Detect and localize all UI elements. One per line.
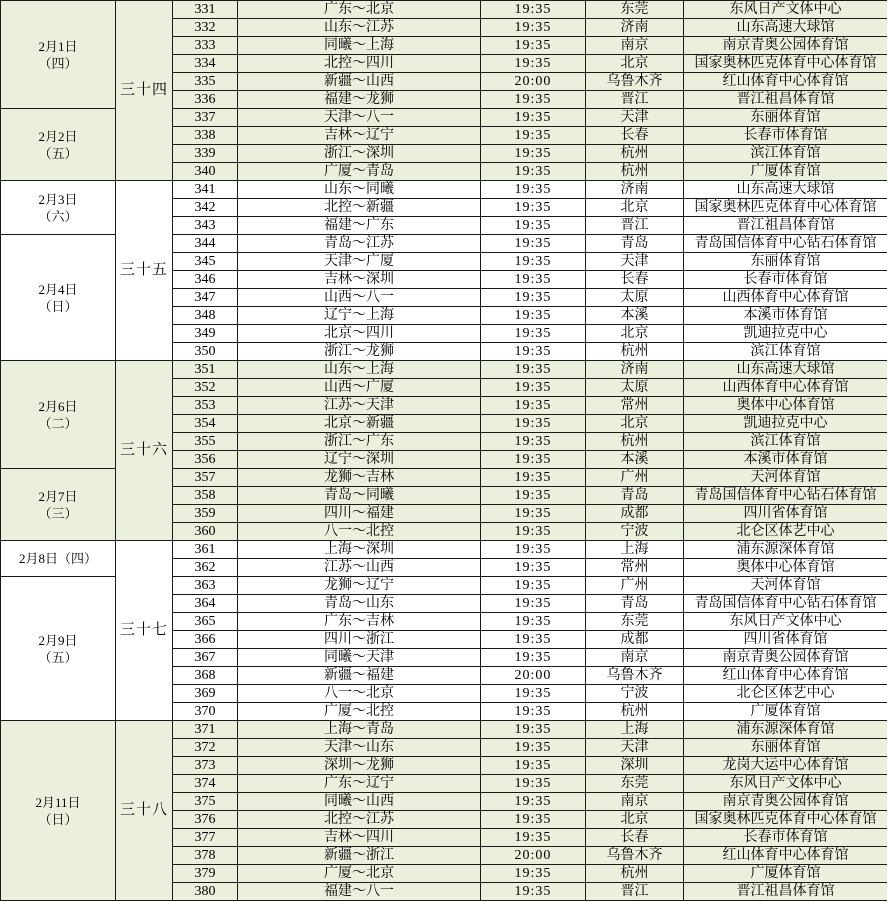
time-cell: 19:35 (481, 865, 586, 883)
match-no-cell: 368 (173, 667, 238, 685)
teams-cell: 北控～江苏 (238, 811, 481, 829)
match-no-cell: 357 (173, 469, 238, 487)
time-cell: 20:00 (481, 847, 586, 865)
date-label: 2月9日 (38, 632, 78, 648)
city-cell: 成都 (586, 505, 684, 523)
time-cell: 19:35 (481, 793, 586, 811)
date-label: 2月4日 (38, 281, 78, 297)
teams-cell: 四川～福建 (238, 505, 481, 523)
teams-cell: 深圳～龙狮 (238, 757, 481, 775)
time-cell: 19:35 (481, 199, 586, 217)
time-cell: 19:35 (481, 775, 586, 793)
venue-cell: 青岛国信体育中心钻石体育馆 (684, 595, 887, 613)
city-cell: 广州 (586, 469, 684, 487)
date-label: 2月1日 (38, 38, 78, 54)
teams-cell: 八一～北京 (238, 685, 481, 703)
match-no-cell: 346 (173, 271, 238, 289)
venue-cell: 山西体育中心体育馆 (684, 379, 887, 397)
venue-cell: 广厦体育馆 (684, 865, 887, 883)
city-cell: 青岛 (586, 487, 684, 505)
teams-cell: 吉林～深圳 (238, 271, 481, 289)
time-cell: 19:35 (481, 145, 586, 163)
teams-cell: 浙江～深圳 (238, 145, 481, 163)
time-cell: 19:35 (481, 685, 586, 703)
city-cell: 晋江 (586, 91, 684, 109)
city-cell: 东莞 (586, 775, 684, 793)
teams-cell: 广厦～北控 (238, 703, 481, 721)
time-cell: 19:35 (481, 469, 586, 487)
venue-cell: 长春市体育馆 (684, 829, 887, 847)
venue-cell: 南京青奥公园体育馆 (684, 37, 887, 55)
teams-cell: 新疆～山西 (238, 73, 481, 91)
time-cell: 19:35 (481, 1, 586, 19)
venue-cell: 凯迪拉克中心 (684, 415, 887, 433)
match-no-cell: 358 (173, 487, 238, 505)
time-cell: 19:35 (481, 541, 586, 559)
time-cell: 19:35 (481, 343, 586, 361)
venue-cell: 晋江祖昌体育馆 (684, 91, 887, 109)
date-cell (1, 181, 116, 235)
city-cell: 广州 (586, 577, 684, 595)
teams-cell: 上海～青岛 (238, 721, 481, 739)
date-label: （五） (38, 145, 78, 161)
city-cell: 南京 (586, 793, 684, 811)
venue-cell: 晋江祖昌体育馆 (684, 217, 887, 235)
match-no-cell: 362 (173, 559, 238, 577)
venue-cell: 四川省体育馆 (684, 505, 887, 523)
date-cell (1, 721, 116, 901)
time-cell: 19:35 (481, 397, 586, 415)
city-cell: 太原 (586, 379, 684, 397)
match-no-cell: 365 (173, 613, 238, 631)
time-cell: 19:35 (481, 163, 586, 181)
teams-cell: 山东～同曦 (238, 181, 481, 199)
match-no-cell: 331 (173, 1, 238, 19)
time-cell: 19:35 (481, 613, 586, 631)
venue-cell: 东风日产文体中心 (684, 775, 887, 793)
time-cell: 19:35 (481, 235, 586, 253)
teams-cell: 浙江～广东 (238, 433, 481, 451)
match-no-cell: 338 (173, 127, 238, 145)
teams-cell: 北京～新疆 (238, 415, 481, 433)
match-no-cell: 333 (173, 37, 238, 55)
match-no-cell: 376 (173, 811, 238, 829)
teams-cell: 青岛～山东 (238, 595, 481, 613)
date-label: （日） (38, 298, 78, 314)
date-cell (1, 469, 116, 541)
venue-cell: 四川省体育馆 (684, 631, 887, 649)
date-label: 2月7日 (38, 488, 78, 504)
round-cell: 三十六 (116, 361, 173, 541)
time-cell: 19:35 (481, 271, 586, 289)
teams-cell: 辽宁～深圳 (238, 451, 481, 469)
round-cell: 三十七 (116, 541, 173, 721)
teams-cell: 青岛～同曦 (238, 487, 481, 505)
match-no-cell: 377 (173, 829, 238, 847)
match-no-cell: 350 (173, 343, 238, 361)
date-cell (1, 577, 116, 721)
city-cell: 天津 (586, 253, 684, 271)
match-no-cell: 345 (173, 253, 238, 271)
venue-cell: 奥体中心体育馆 (684, 397, 887, 415)
teams-cell: 同曦～天津 (238, 649, 481, 667)
city-cell: 杭州 (586, 703, 684, 721)
venue-cell: 滨江体育馆 (684, 145, 887, 163)
city-cell: 济南 (586, 19, 684, 37)
match-no-cell: 349 (173, 325, 238, 343)
teams-cell: 辽宁～上海 (238, 307, 481, 325)
city-cell: 长春 (586, 271, 684, 289)
date-label: （五） (38, 649, 78, 665)
city-cell: 乌鲁木齐 (586, 847, 684, 865)
venue-cell: 广厦体育馆 (684, 163, 887, 181)
match-no-cell: 373 (173, 757, 238, 775)
venue-cell: 龙岗大运中心体育馆 (684, 757, 887, 775)
venue-cell: 本溪市体育馆 (684, 307, 887, 325)
city-cell: 常州 (586, 559, 684, 577)
city-cell: 天津 (586, 739, 684, 757)
time-cell: 19:35 (481, 19, 586, 37)
teams-cell: 龙狮～吉林 (238, 469, 481, 487)
date-cell (1, 109, 116, 181)
teams-cell: 吉林～四川 (238, 829, 481, 847)
time-cell: 19:35 (481, 721, 586, 739)
match-no-cell: 363 (173, 577, 238, 595)
match-no-cell: 344 (173, 235, 238, 253)
time-cell: 19:35 (481, 91, 586, 109)
teams-cell: 新疆～福建 (238, 667, 481, 685)
match-row (1, 1, 887, 19)
time-cell: 19:35 (481, 595, 586, 613)
city-cell: 晋江 (586, 883, 684, 901)
city-cell: 北京 (586, 415, 684, 433)
date-label: 2月6日 (38, 398, 78, 414)
city-cell: 上海 (586, 721, 684, 739)
match-row (1, 181, 887, 199)
venue-cell: 滨江体育馆 (684, 343, 887, 361)
venue-cell: 山西体育中心体育馆 (684, 289, 887, 307)
date-cell (1, 361, 116, 469)
match-no-cell: 336 (173, 91, 238, 109)
city-cell: 杭州 (586, 343, 684, 361)
match-no-cell: 366 (173, 631, 238, 649)
venue-cell: 国家奥林匹克体育中心体育馆 (684, 811, 887, 829)
city-cell: 晋江 (586, 217, 684, 235)
city-cell: 济南 (586, 181, 684, 199)
venue-cell: 晋江祖昌体育馆 (684, 883, 887, 901)
city-cell: 北京 (586, 199, 684, 217)
match-no-cell: 359 (173, 505, 238, 523)
match-no-cell: 379 (173, 865, 238, 883)
teams-cell: 四川～浙江 (238, 631, 481, 649)
city-cell: 济南 (586, 361, 684, 379)
match-no-cell: 354 (173, 415, 238, 433)
time-cell: 19:35 (481, 505, 586, 523)
round-cell: 三十五 (116, 181, 173, 361)
round-cell: 三十四 (116, 1, 173, 181)
venue-cell: 天河体育馆 (684, 577, 887, 595)
city-cell: 乌鲁木齐 (586, 667, 684, 685)
time-cell: 19:35 (481, 829, 586, 847)
city-cell: 上海 (586, 541, 684, 559)
match-no-cell: 360 (173, 523, 238, 541)
round-cell: 三十八 (116, 721, 173, 901)
time-cell: 19:35 (481, 883, 586, 901)
date-cell (1, 235, 116, 361)
match-no-cell: 348 (173, 307, 238, 325)
city-cell: 青岛 (586, 595, 684, 613)
teams-cell: 吉林～辽宁 (238, 127, 481, 145)
teams-cell: 同曦～山西 (238, 793, 481, 811)
match-no-cell: 332 (173, 19, 238, 37)
match-no-cell: 342 (173, 199, 238, 217)
match-no-cell: 335 (173, 73, 238, 91)
match-no-cell: 369 (173, 685, 238, 703)
teams-cell: 广厦～北京 (238, 865, 481, 883)
match-no-cell: 356 (173, 451, 238, 469)
time-cell: 19:35 (481, 379, 586, 397)
venue-cell: 红山体育中心体育馆 (684, 73, 887, 91)
city-cell: 常州 (586, 397, 684, 415)
match-no-cell: 355 (173, 433, 238, 451)
time-cell: 19:35 (481, 811, 586, 829)
time-cell: 20:00 (481, 667, 586, 685)
time-cell: 19:35 (481, 217, 586, 235)
venue-cell: 东丽体育馆 (684, 253, 887, 271)
match-no-cell: 371 (173, 721, 238, 739)
time-cell: 19:35 (481, 631, 586, 649)
date-label: （四） (38, 55, 78, 71)
city-cell: 宁波 (586, 523, 684, 541)
time-cell: 19:35 (481, 127, 586, 145)
venue-cell: 山东高速大球馆 (684, 19, 887, 37)
time-cell: 19:35 (481, 649, 586, 667)
match-row (1, 721, 887, 739)
city-cell: 成都 (586, 631, 684, 649)
city-cell: 杭州 (586, 433, 684, 451)
match-no-cell: 364 (173, 595, 238, 613)
time-cell: 19:35 (481, 37, 586, 55)
city-cell: 南京 (586, 649, 684, 667)
city-cell: 南京 (586, 37, 684, 55)
city-cell: 青岛 (586, 235, 684, 253)
match-no-cell: 367 (173, 649, 238, 667)
time-cell: 19:35 (481, 577, 586, 595)
time-cell: 19:35 (481, 739, 586, 757)
date-label: （二） (38, 415, 78, 431)
venue-cell: 奥体中心体育馆 (684, 559, 887, 577)
teams-cell: 江苏～山西 (238, 559, 481, 577)
venue-cell: 浦东源深体育馆 (684, 541, 887, 559)
time-cell: 19:35 (481, 55, 586, 73)
teams-cell: 青岛～江苏 (238, 235, 481, 253)
time-cell: 19:35 (481, 325, 586, 343)
venue-cell: 山东高速大球馆 (684, 181, 887, 199)
match-no-cell: 337 (173, 109, 238, 127)
venue-cell: 浦东源深体育馆 (684, 721, 887, 739)
teams-cell: 北京～四川 (238, 325, 481, 343)
match-no-cell: 378 (173, 847, 238, 865)
venue-cell: 北仑区体艺中心 (684, 523, 887, 541)
venue-cell: 红山体育中心体育馆 (684, 667, 887, 685)
venue-cell: 山东高速大球馆 (684, 361, 887, 379)
city-cell: 杭州 (586, 163, 684, 181)
teams-cell: 江苏～天津 (238, 397, 481, 415)
venue-cell: 东丽体育馆 (684, 739, 887, 757)
match-no-cell: 353 (173, 397, 238, 415)
city-cell: 乌鲁木齐 (586, 73, 684, 91)
city-cell: 杭州 (586, 145, 684, 163)
city-cell: 本溪 (586, 307, 684, 325)
time-cell: 19:35 (481, 361, 586, 379)
venue-cell: 青岛国信体育中心钻石体育馆 (684, 487, 887, 505)
city-cell: 长春 (586, 127, 684, 145)
date-label: （三） (38, 505, 78, 521)
teams-cell: 福建～八一 (238, 883, 481, 901)
venue-cell: 长春市体育馆 (684, 127, 887, 145)
match-no-cell: 343 (173, 217, 238, 235)
teams-cell: 北控～新疆 (238, 199, 481, 217)
teams-cell: 山西～广厦 (238, 379, 481, 397)
match-no-cell: 339 (173, 145, 238, 163)
teams-cell: 山东～江苏 (238, 19, 481, 37)
teams-cell: 天津～山东 (238, 739, 481, 757)
venue-cell: 南京青奥公园体育馆 (684, 793, 887, 811)
venue-cell: 红山体育中心体育馆 (684, 847, 887, 865)
match-row (1, 361, 887, 379)
teams-cell: 北控～四川 (238, 55, 481, 73)
city-cell: 本溪 (586, 451, 684, 469)
time-cell: 19:35 (481, 523, 586, 541)
city-cell: 北京 (586, 55, 684, 73)
time-cell: 19:35 (481, 415, 586, 433)
match-no-cell: 351 (173, 361, 238, 379)
city-cell: 天津 (586, 109, 684, 127)
date-label: 2月2日 (38, 128, 78, 144)
venue-cell: 国家奥林匹克体育中心体育馆 (684, 55, 887, 73)
teams-cell: 山西～八一 (238, 289, 481, 307)
date-label: 2月8日（四） (18, 551, 97, 566)
teams-cell: 同曦～上海 (238, 37, 481, 55)
teams-cell: 龙狮～辽宁 (238, 577, 481, 595)
venue-cell: 南京青奥公园体育馆 (684, 649, 887, 667)
match-no-cell: 375 (173, 793, 238, 811)
time-cell: 19:35 (481, 433, 586, 451)
time-cell: 19:35 (481, 289, 586, 307)
time-cell: 19:35 (481, 487, 586, 505)
venue-cell: 东风日产文体中心 (684, 1, 887, 19)
teams-cell: 天津～八一 (238, 109, 481, 127)
venue-cell: 广厦体育馆 (684, 703, 887, 721)
teams-cell: 福建～广东 (238, 217, 481, 235)
venue-cell: 东丽体育馆 (684, 109, 887, 127)
time-cell: 19:35 (481, 307, 586, 325)
date-label: （六） (38, 208, 78, 224)
venue-cell: 本溪市体育馆 (684, 451, 887, 469)
teams-cell: 山东～上海 (238, 361, 481, 379)
match-no-cell: 380 (173, 883, 238, 901)
time-cell: 19:35 (481, 757, 586, 775)
city-cell: 太原 (586, 289, 684, 307)
city-cell: 长春 (586, 829, 684, 847)
schedule-body (1, 1, 887, 901)
time-cell: 20:00 (481, 73, 586, 91)
venue-cell: 长春市体育馆 (684, 271, 887, 289)
time-cell: 19:35 (481, 451, 586, 469)
date-label: （日） (38, 811, 78, 827)
date-cell (1, 541, 116, 577)
teams-cell: 广东～吉林 (238, 613, 481, 631)
match-no-cell: 341 (173, 181, 238, 199)
venue-cell: 青岛国信体育中心钻石体育馆 (684, 235, 887, 253)
match-no-cell: 372 (173, 739, 238, 757)
city-cell: 东莞 (586, 1, 684, 19)
venue-cell: 天河体育馆 (684, 469, 887, 487)
teams-cell: 广东～辽宁 (238, 775, 481, 793)
teams-cell: 广东～北京 (238, 1, 481, 19)
venue-cell: 滨江体育馆 (684, 433, 887, 451)
match-no-cell: 370 (173, 703, 238, 721)
teams-cell: 新疆～浙江 (238, 847, 481, 865)
time-cell: 19:35 (481, 703, 586, 721)
match-no-cell: 352 (173, 379, 238, 397)
time-cell: 19:35 (481, 253, 586, 271)
match-no-cell: 340 (173, 163, 238, 181)
time-cell: 19:35 (481, 181, 586, 199)
teams-cell: 八一～北控 (238, 523, 481, 541)
teams-cell: 浙江～龙狮 (238, 343, 481, 361)
city-cell: 东莞 (586, 613, 684, 631)
venue-cell: 凯迪拉克中心 (684, 325, 887, 343)
venue-cell: 北仑区体艺中心 (684, 685, 887, 703)
match-no-cell: 374 (173, 775, 238, 793)
city-cell: 北京 (586, 811, 684, 829)
city-cell: 宁波 (586, 685, 684, 703)
date-label: 2月11日 (35, 794, 81, 810)
match-row (1, 541, 887, 559)
teams-cell: 上海～深圳 (238, 541, 481, 559)
teams-cell: 广厦～青岛 (238, 163, 481, 181)
date-cell (1, 1, 116, 109)
teams-cell: 福建～龙狮 (238, 91, 481, 109)
date-label: 2月3日 (38, 191, 78, 207)
venue-cell: 东风日产文体中心 (684, 613, 887, 631)
city-cell: 杭州 (586, 865, 684, 883)
city-cell: 北京 (586, 325, 684, 343)
match-no-cell: 334 (173, 55, 238, 73)
city-cell: 深圳 (586, 757, 684, 775)
time-cell: 19:35 (481, 559, 586, 577)
venue-cell: 国家奥林匹克体育中心体育馆 (684, 199, 887, 217)
match-no-cell: 361 (173, 541, 238, 559)
teams-cell: 天津～广厦 (238, 253, 481, 271)
time-cell: 19:35 (481, 109, 586, 127)
match-no-cell: 347 (173, 289, 238, 307)
